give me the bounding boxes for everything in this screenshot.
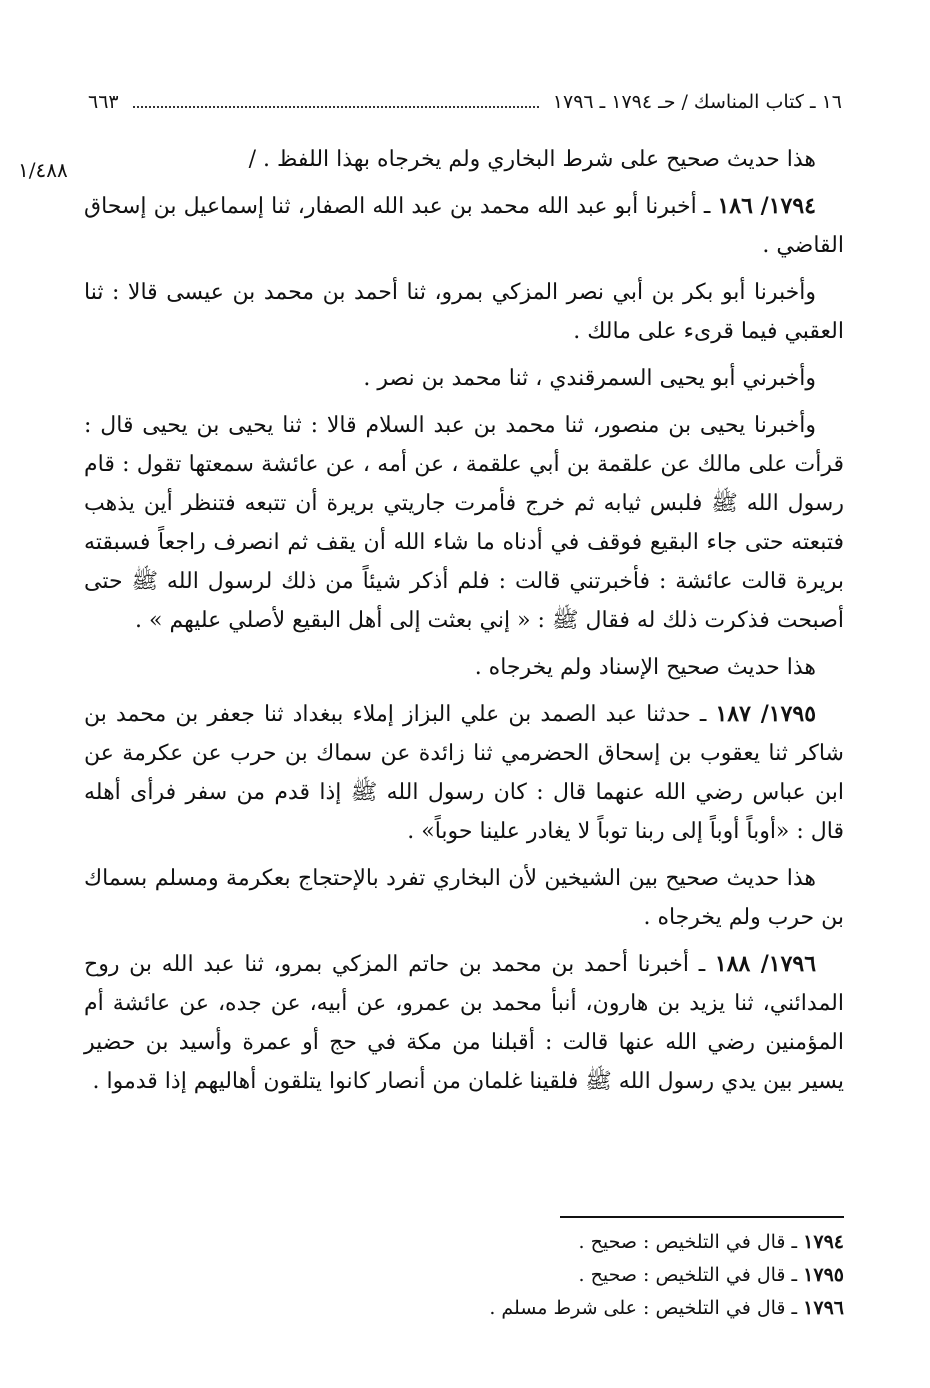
main-text	[84, 140, 844, 1109]
paragraph-text: هذا حديث صحيح الإسناد ولم يخرجاه .	[474, 655, 816, 680]
footnote-separator	[560, 1216, 844, 1218]
hadith-paragraph	[84, 945, 844, 1101]
footnotes	[360, 1226, 844, 1325]
footnote-text: ـ قال في التلخيص : على شرط مسلم .	[489, 1297, 798, 1319]
footnote-number: ١٧٩٥	[803, 1264, 844, 1286]
paragraph	[84, 140, 844, 179]
header-title: ١٦ ـ كتاب المناسك / حـ ١٧٩٤ ـ ١٧٩٦	[552, 91, 842, 113]
paragraph-text: ـ حدثنا عبد الصمد بن علي البزاز إملاء ببغداد ثنا جعفر بن محمد بن شاكر ثنا يعقوب بن إسحاق الحضرمي ثنا زائدة عن سماك بن حرب عن عكرمة عن ابن عباس رضي الله عنهما قال : كان رسول الله ﷺ إذا قدم من سفر فرأى أهله قال : «أوباً أوباً إلى ربنا توباً لا يغادر علينا حوباً» .	[84, 702, 844, 844]
footnote-number: ١٧٩٤	[803, 1231, 844, 1253]
paragraph	[84, 648, 844, 687]
paragraph-text: هذا حديث صحيح على شرط البخاري ولم يخرجاه بهذا اللفظ . /	[248, 147, 816, 172]
paragraph-text: وأخبرنا أبو بكر بن أبي نصر المزكي بمرو، ثنا أحمد بن محمد بن عيسى قالا : ثنا العقبي فيما قرىء على مالك .	[84, 280, 844, 344]
footnote	[360, 1226, 844, 1259]
paragraph	[84, 273, 844, 351]
margin-volume-reference: ١/٤٨٨	[18, 158, 68, 182]
footnote	[360, 1259, 844, 1292]
paragraph-text: ـ أخبرنا أحمد بن محمد بن حاتم المزكي بمرو، ثنا عبد الله بن روح المدائني، ثنا يزيد بن هارون، أنبأ محمد بن عمرو، عن أبيه، عن جده، عن عائشة أم المؤمنين رضي الله عنها قالت : أقبلنا من مكة في حج أو عمرة وأسيد بن حضير يسير بين يدي رسول الله ﷺ فلقينا غلمان من أنصار كانوا يتلقون أهاليهم إذا قدموا .	[84, 952, 844, 1094]
page-number: ٦٦٣	[88, 91, 119, 113]
hadith-number: ١٧٩٦/ ١٨٨	[714, 951, 817, 977]
paragraph-text: ـ أخبرنا أبو عبد الله محمد بن عبد الله الصفار، ثنا إسماعيل بن إسحاق القاضي .	[84, 194, 844, 258]
paragraph	[84, 406, 844, 640]
paragraph	[84, 359, 844, 398]
paragraph-text: وأخبرنا يحيى بن منصور، ثنا محمد بن عبد السلام قالا : ثنا يحيى بن يحيى قال : قرأت على مالك عن علقمة بن أبي علقمة ، عن أمه ، عن عائشة سمعتها تقول : قام رسول الله ﷺ فلبس ثيابه ثم خرج فأمرت جاريتي بريرة أن تتبعه فتنظر أين يذهب فتبعته حتى جاء البقيع فوقف في أدناه ما شاء الله أن يقف ثم انصرف راجعاً فسبقته بريرة قالت عائشة : فأخبرتني قالت : فلم أذكر شيئاً من ذلك لرسول الله ﷺ حتى أصبحت فذكرت ذلك له فقال ﷺ : « إني بعثت إلى أهل البقيع لأصلي عليهم » .	[84, 413, 844, 633]
paragraph	[84, 859, 844, 937]
running-header	[88, 86, 842, 118]
hadith-paragraph	[84, 187, 844, 265]
hadith-number: ١٧٩٤/ ١٨٦	[717, 193, 816, 219]
paragraph-text: وأخبرني أبو يحيى السمرقندي ، ثنا محمد بن نصر .	[363, 366, 816, 391]
hadith-number: ١٧٩٥/ ١٨٧	[715, 701, 817, 727]
footnote	[360, 1292, 844, 1325]
footnote-number: ١٧٩٦	[803, 1297, 844, 1319]
paragraph-text: هذا حديث صحيح بين الشيخين لأن البخاري تفرد بالإحتجاج بعكرمة ومسلم بسماك بن حرب ولم يخرجاه .	[84, 866, 844, 930]
hadith-paragraph	[84, 695, 844, 851]
footnote-text: ـ قال في التلخيص : صحيح .	[578, 1231, 798, 1253]
footnote-text: ـ قال في التلخيص : صحيح .	[578, 1264, 798, 1286]
header-dot-leader	[133, 96, 539, 108]
